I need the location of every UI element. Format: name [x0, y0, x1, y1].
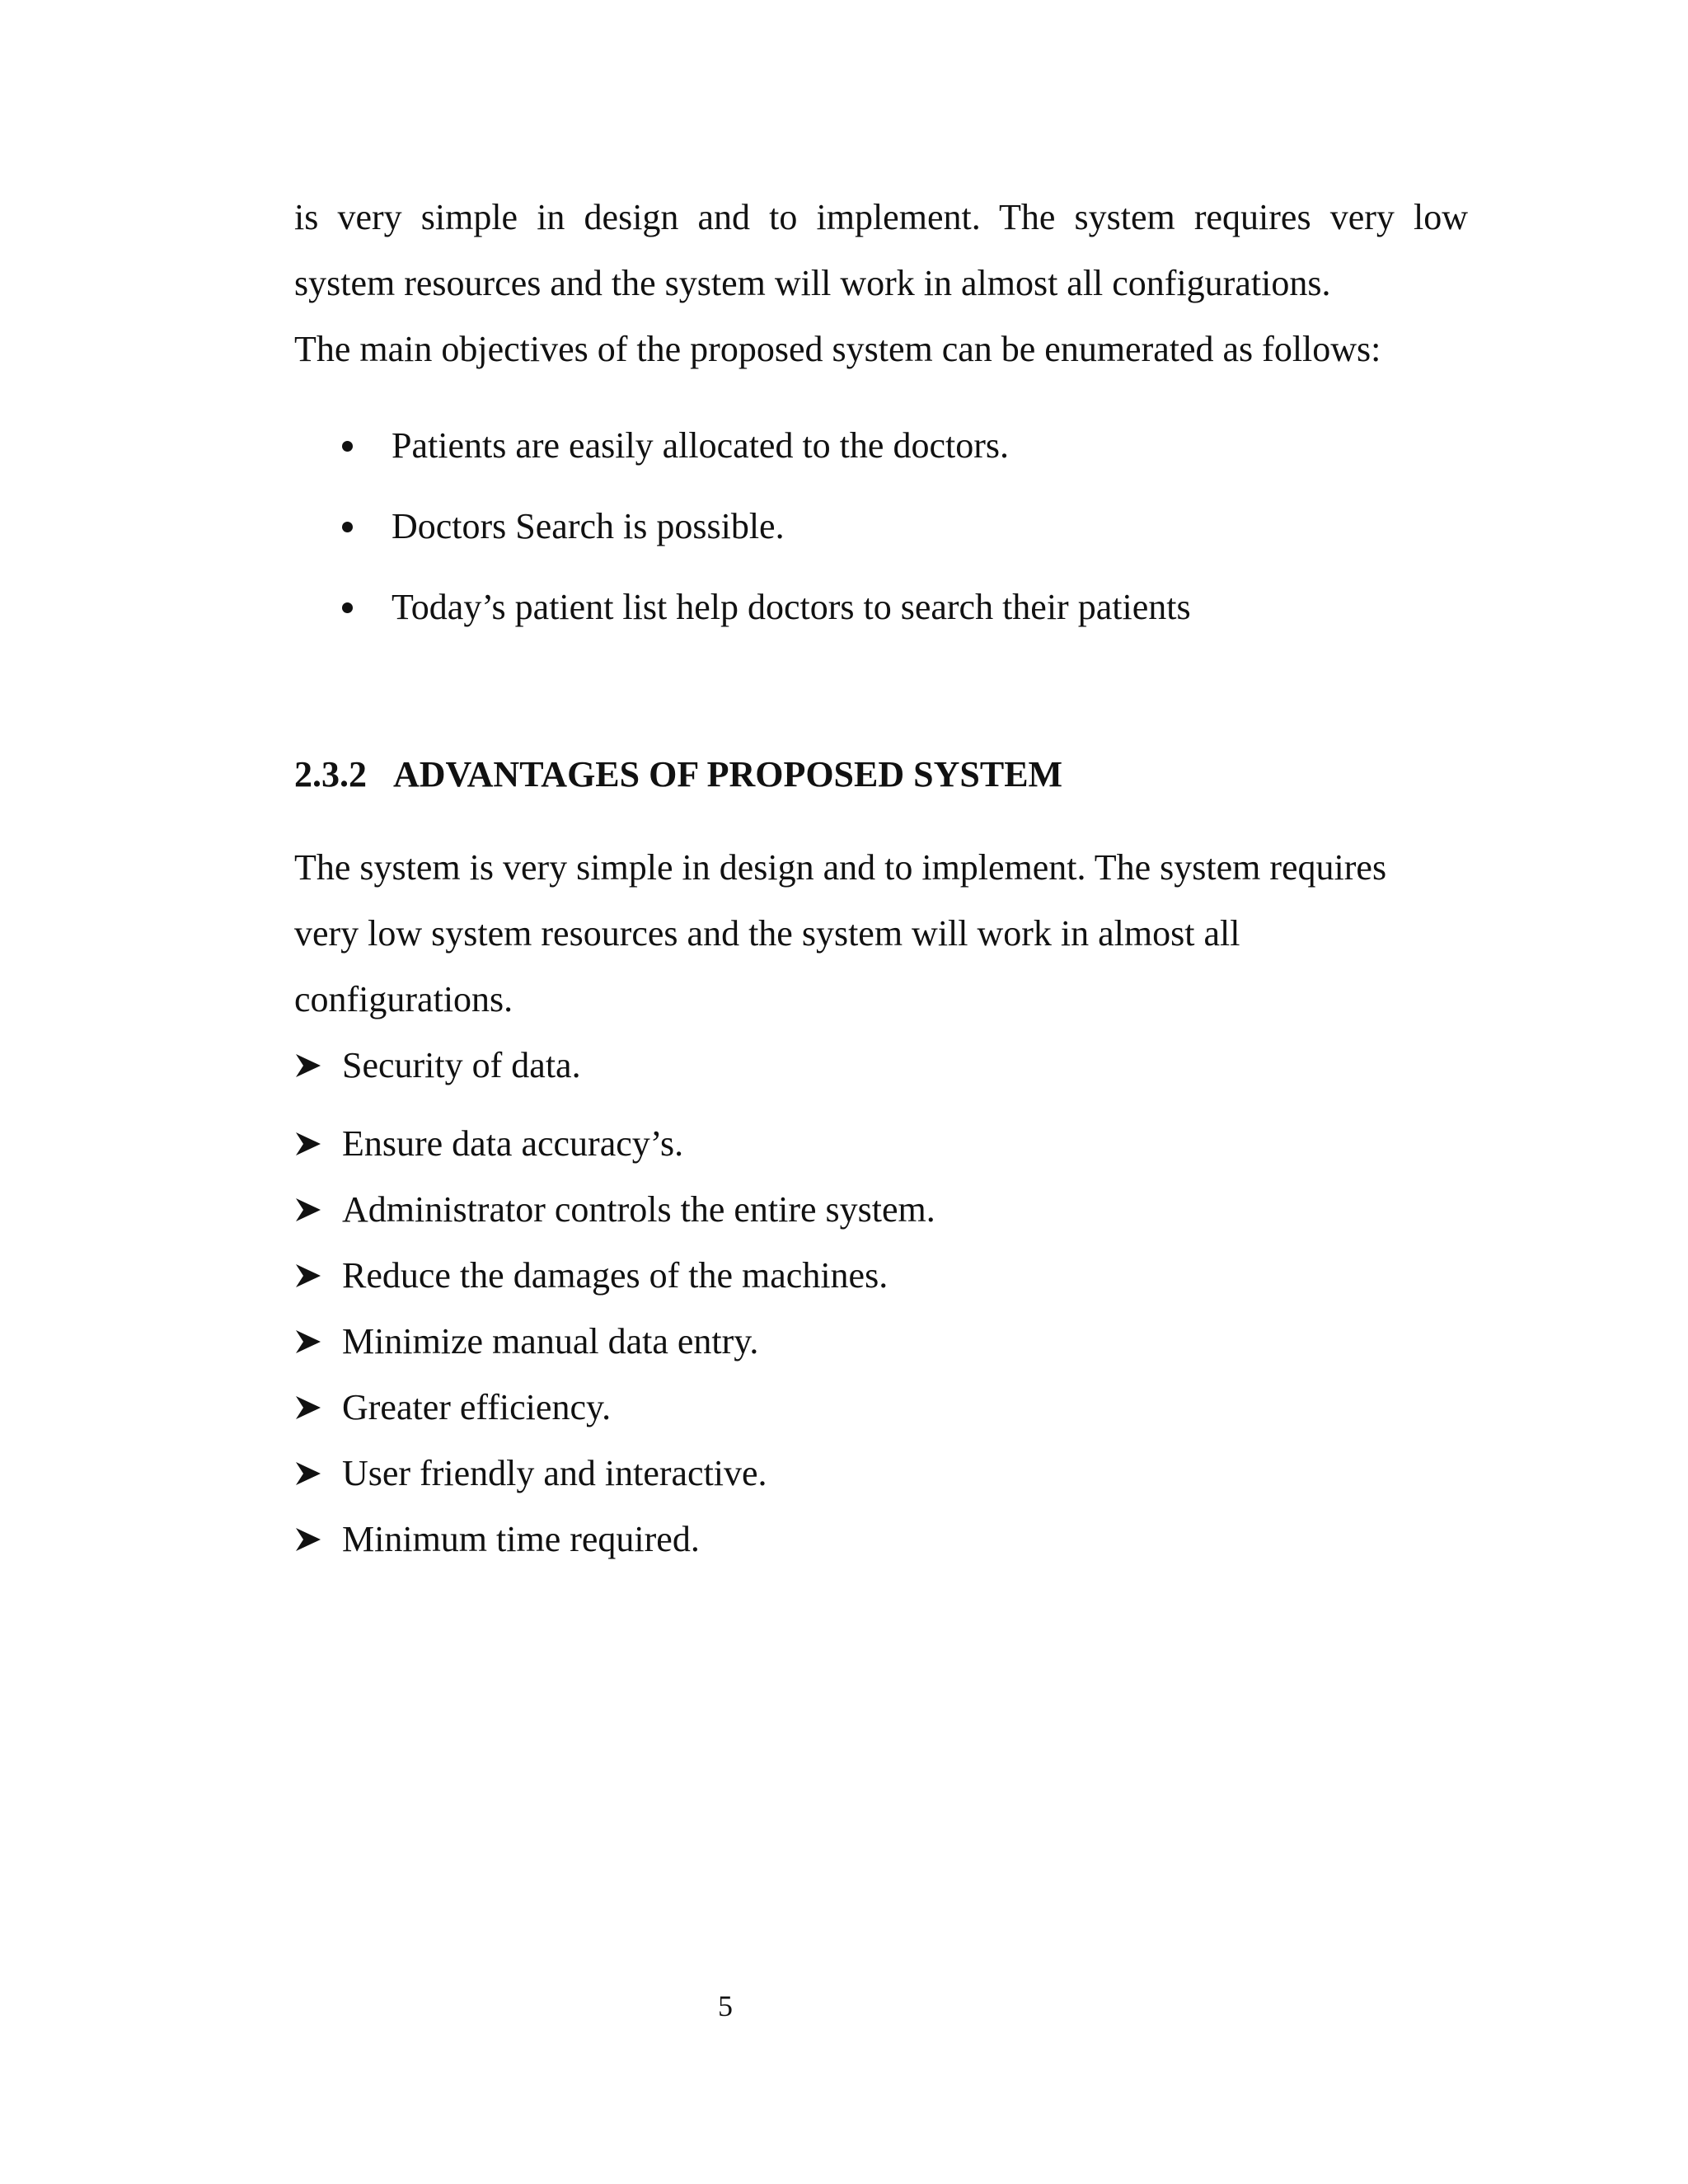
arrowhead-bullet-icon: [296, 1198, 321, 1221]
arrowhead-bullet-icon: [296, 1396, 321, 1419]
arrowhead-bullet-icon: [296, 1528, 321, 1551]
page-number: 5: [718, 1990, 733, 2022]
arrowhead-bullet-icon: [296, 1264, 321, 1287]
advantage-text: User friendly and interactive.: [342, 1453, 767, 1493]
section-heading: [294, 752, 1062, 798]
arrowhead-bullet-icon: [296, 1462, 321, 1485]
advantage-text: Ensure data accuracy’s.: [342, 1123, 684, 1164]
objective-text: Patients are easily allocated to the doctors.: [392, 425, 1009, 466]
intro-line-2: system resources and the system will work in almost all configurations.: [294, 263, 1331, 303]
bullet-dot-icon: [342, 602, 353, 613]
section-paragraph-line-2: very low system resources and the system will work in almost all: [294, 913, 1240, 954]
advantage-text: Reduce the damages of the machines.: [342, 1255, 889, 1296]
advantage-text: Greater efficiency.: [342, 1387, 612, 1427]
section-paragraph-line-3: configurations.: [294, 979, 513, 1019]
bullet-dot-icon: [342, 441, 353, 452]
arrowhead-bullet-icon: [296, 1330, 321, 1353]
advantage-text: Minimize manual data entry.: [342, 1321, 759, 1361]
objective-text: Today’s patient list help doctors to search their patients: [392, 587, 1191, 627]
section-paragraph-line-1: The system is very simple in design and to implement. The system requires: [294, 847, 1387, 888]
objective-text: Doctors Search is possible.: [392, 506, 785, 546]
advantage-text: Minimum time required.: [342, 1519, 700, 1559]
arrowhead-bullet-icon: [296, 1054, 321, 1077]
intro-line-1: is very simple in design and to implement. The system requires very low: [294, 197, 1468, 237]
advantage-text: Administrator controls the entire system.: [342, 1189, 935, 1230]
section-number: 2.3.2: [294, 754, 367, 794]
intro-line-3: The main objectives of the proposed system can be enumerated as follows:: [294, 329, 1381, 369]
advantage-text: Security of data.: [342, 1045, 581, 1085]
bullet-dot-icon: [342, 522, 353, 532]
arrowhead-bullet-icon: [296, 1132, 321, 1155]
section-title: ADVANTAGES OF PROPOSED SYSTEM: [393, 754, 1063, 794]
